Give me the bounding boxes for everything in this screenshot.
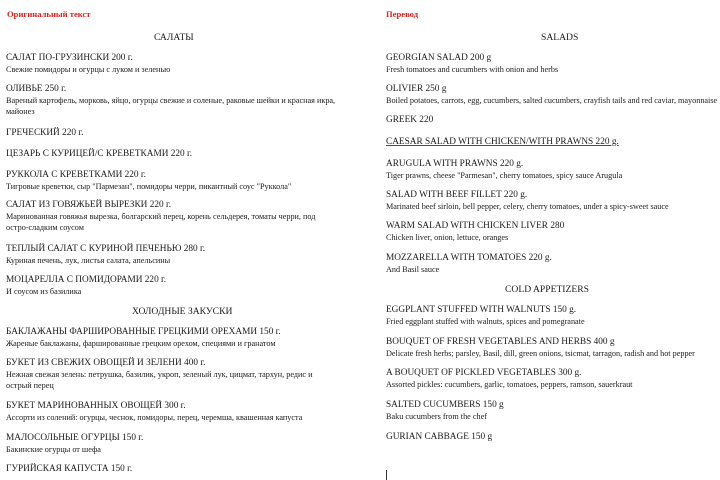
menu-item [6,83,372,117]
menu-item [6,357,372,391]
menu-item-name: A BOUQUET OF PICKLED VEGETABLES 300 g. [386,368,582,378]
menu-item-description: Boiled potatoes, carrots, egg, cucumbers, salted cucumbers, crayfish tails and red caviar, mayonnaise [386,96,718,105]
menu-item-name: ГРЕЧЕСКИЙ 220 г. [6,128,84,138]
salads-section-heading: САЛАТЫ [154,32,194,43]
menu-item-name: CAESAR SALAD WITH CHICKEN/WITH PRAWNS 220 g. [386,137,619,147]
menu-item [6,463,372,475]
menu-item-description: Тигровые креветки, сыр "Пармезан", помидоры черри, пикантный соус "Руккола" [6,182,292,191]
menu-item-name: РУККОЛА С КРЕВЕТКАМИ 220 г. [6,170,146,180]
menu-item-name: GURIAN CABBAGE 150 g [386,432,493,442]
menu-item [386,114,720,126]
menu-item-description: Marinated beef sirloin, bell pepper, celery, cherry tomatoes, under a spicy-sweet sauce [386,202,669,211]
menu-item-description: Chicken liver, onion, lettuce, oranges [386,233,509,242]
menu-item [386,136,720,148]
menu-item [386,252,720,275]
menu-item [6,199,372,233]
menu-item-description: Куриная печень, лук, листья салата, апельсины [6,256,171,265]
salads-section-heading: SALADS [541,32,579,43]
menu-item [386,367,720,390]
menu-item [6,243,372,266]
menu-item-description: Бакинские огурцы от шефа [6,445,101,454]
translation-column [380,0,720,480]
menu-item [6,400,372,423]
translation-heading: Перевод [386,9,419,19]
menu-item-name: ОЛИВЬЕ 250 г. [6,84,67,94]
menu-item [386,399,720,422]
menu-item [386,304,720,327]
menu-item [6,326,372,349]
menu-item [386,189,720,212]
menu-item-description: Жареные баклажаны, фаршированные грецким орехом, специями и гранатом [6,339,276,348]
menu-item [6,169,372,192]
menu-item-name: ТЕПЛЫЙ САЛАТ С КУРИНОЙ ПЕЧЕНЬЮ 280 г. [6,244,206,254]
menu-item-description: Baku cucumbers from the chef [386,412,487,421]
menu-item [6,127,372,139]
menu-item-name: БУКЕТ МАРИНОВАННЫХ ОВОЩЕЙ 300 г. [6,401,186,411]
menu-item-name: МАЛОСОЛЬНЫЕ ОГУРЦЫ 150 г. [6,433,144,443]
menu-item-name: GREEK 220 [386,115,434,125]
menu-item-name: SALTED CUCUMBERS 150 g [386,400,504,410]
menu-item-description: Вареный картофель, морковь, яйцо, огурцы свежие и соленые, раковые шейки и красная икра, [6,96,336,105]
menu-item-name: OLIVIER 250 g [386,84,447,94]
menu-item [386,431,720,443]
menu-item-name: WARM SALAD WITH CHICKEN LIVER 280 [386,221,565,231]
menu-item [386,158,720,181]
menu-item-name: САЛАТ ИЗ ГОВЯЖЬЕЙ ВЫРЕЗКИ 220 г. [6,200,172,210]
menu-item-name: GEORGIAN SALAD 200 g [386,53,492,63]
menu-item-description: Свежие помидоры и огурцы с луком и зеленью [6,65,171,74]
text-cursor [386,470,387,480]
menu-item-name: ЦЕЗАРЬ С КУРИЦЕЙ/С КРЕВЕТКАМИ 220 г. [6,149,193,159]
cold-appetizers-section-heading: ХОЛОДНЫЕ ЗАКУСКИ [132,306,233,317]
menu-item [386,336,720,359]
menu-item-description: Delicate fresh herbs; parsley, Basil, dill, green onions, tsicmat, tarragon, radish and hot pepper [386,349,695,358]
menu-item-name: ГУРИЙСКАЯ КАПУСТА 150 г. [6,464,133,474]
menu-item-name: EGGPLANT STUFFED WITH WALNUTS 150 g. [386,305,577,315]
menu-item-description: Tiger prawns, cheese "Parmesan", cherry tomatoes, spicy sauce Arugula [386,171,623,180]
menu-item-description: Fresh tomatoes and cucumbers with onion and herbs [386,65,559,74]
menu-item [6,52,372,75]
cold-appetizers-section-heading: COLD APPETIZERS [505,284,589,295]
menu-item-name: МОЦАРЕЛЛА С ПОМИДОРАМИ 220 г. [6,275,167,285]
menu-item-description: остро-сладким соусом [6,223,84,232]
menu-item-name: MOZZARELLA WITH TOMATOES 220 g. [386,253,552,263]
menu-item-description: Fried eggplant stuffed with walnuts, spices and pomegranate [386,317,585,326]
menu-item-name: ARUGULA WITH PRAWNS 220 g. [386,159,524,169]
menu-item-description: Нежная свежая зелень: петрушка, базилик, укроп, зеленый лук, цицмат, тархун, редис и [6,370,313,379]
menu-item-description: И соусом из базилика [6,287,82,296]
menu-item [386,83,720,106]
menu-item-description: And Basil sauce [386,265,440,274]
menu-item-description: Ассорти из солений: огурцы, чеснок, помидоры, перец, черемша, квашенная капуста [6,413,303,422]
menu-item [6,432,372,455]
menu-item-description: Маринованная говяжья вырезка, болгарский перец, корень сельдерея, томаты черри, под [6,212,316,221]
menu-item-name: BOUQUET OF FRESH VEGETABLES AND HERBS 400 g [386,337,615,347]
menu-item-name: САЛАТ ПО-ГРУЗИНСКИ 200 г. [6,53,133,63]
menu-item-description: острый перец [6,381,54,390]
menu-item-name: БУКЕТ ИЗ СВЕЖИХ ОВОЩЕЙ И ЗЕЛЕНИ 400 г. [6,358,206,368]
menu-item-description: майонез [6,107,35,116]
menu-item-name: SALAD WITH BEEF FILLET 220 g. [386,190,528,200]
menu-item [386,52,720,75]
menu-item [6,274,372,297]
menu-item-description: Assorted pickles: cucumbers, garlic, tomatoes, peppers, ramson, sauerkraut [386,380,633,389]
menu-item [386,220,720,243]
original-text-heading: Оригинальный текст [7,9,91,19]
menu-item [6,148,372,160]
menu-item-name: БАКЛАЖАНЫ ФАРШИРОВАННЫЕ ГРЕЦКИМИ ОРЕХАМИ 150 г. [6,327,281,337]
